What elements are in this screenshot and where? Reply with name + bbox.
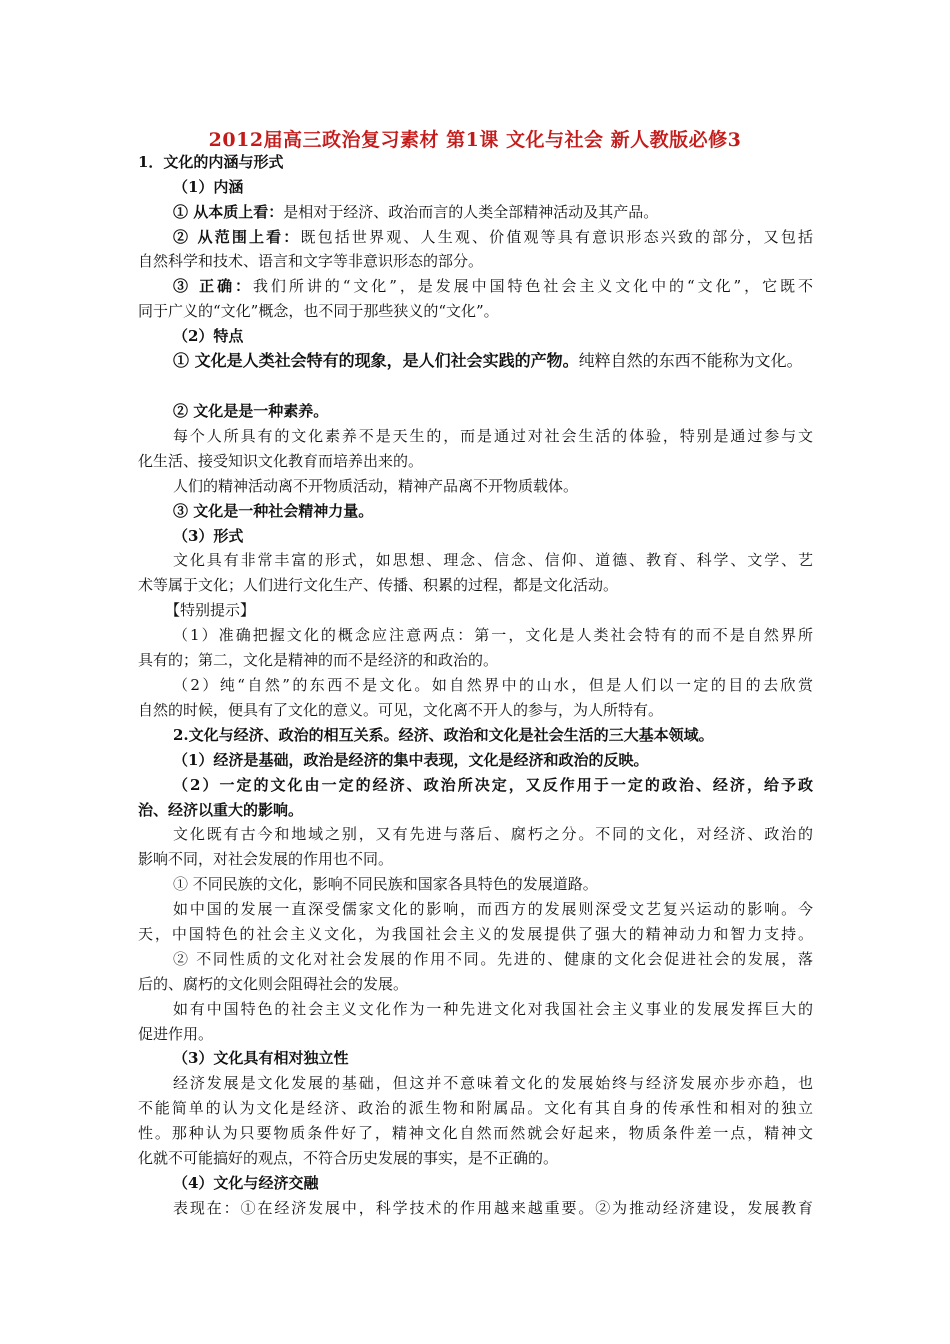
plain-run: 术等属于文化；人们进行文化生产、传播、积累的过程，都是文化活动。: [138, 576, 619, 594]
text-line: [138, 923, 813, 945]
text-line: [165, 599, 255, 621]
plain-run: 纯粹自然的东西不能称为文化。: [578, 351, 803, 370]
text-line: [173, 823, 813, 845]
text-line: [173, 624, 813, 646]
text-line: [173, 226, 813, 248]
plain-run: 天，中国特色的社会主义文化，为我国社会主义的发展提供了强大的精神动力和智力支持。: [138, 925, 813, 943]
text-line: [138, 848, 393, 870]
plain-run: 影响不同，对社会发展的作用也不同。: [138, 850, 394, 868]
bold-run: （2）一定的文化由一定的经济、政治所决定，又反作用于一定的政治、经济，给予政: [173, 776, 813, 794]
bold-run: （3）形式: [173, 527, 244, 545]
plain-run: 我们所讲的“文化”，是发展中国特色社会主义文化中的“文化”，它既不: [252, 277, 813, 295]
text-line: [173, 475, 578, 497]
text-line: [173, 1172, 318, 1194]
text-line: [173, 724, 714, 746]
bold-run: ① 从本质上看：: [173, 203, 284, 221]
text-line: [138, 151, 283, 173]
text-line: [138, 574, 618, 596]
plain-run: 【特别提示】: [165, 601, 256, 619]
text-line: [173, 425, 813, 447]
text-line: [138, 799, 303, 821]
text-line: [173, 749, 648, 771]
text-line: [138, 1023, 213, 1045]
text-line: [173, 275, 813, 297]
plain-run: 经济发展是文化发展的基础，但这并不意味着文化的发展始终与经济发展亦步亦趋，也: [173, 1074, 813, 1092]
plain-run: 化就不可能搞好的观点，不符合历史发展的事实，是不正确的。: [138, 1149, 559, 1167]
plain-run: 是相对于经济、政治而言的人类全部精神活动及其产品。: [283, 203, 659, 221]
plain-run: 文化既有古今和地域之别，又有先进与落后、腐朽之分。不同的文化，对经济、政治的: [173, 825, 813, 843]
text-line: [138, 450, 423, 472]
plain-run: 既包括世界观、人生观、价值观等具有意识形态兴致的部分，又包括: [300, 228, 813, 246]
plain-run: 后的、腐朽的文化则会阻碍社会的发展。: [138, 975, 409, 993]
bold-run: ② 文化是是一种素养。: [173, 402, 329, 420]
text-line: [173, 998, 813, 1020]
plain-run: 表现在：①在经济发展中，科学技术的作用越来越重要。②为推动经济建设，发展教育: [173, 1199, 813, 1217]
text-line: [173, 176, 243, 198]
plain-run: （2）纯“自然”的东西不是文化。如自然界中的山水，但是人们以一定的目的去欣赏: [173, 676, 813, 694]
plain-run: 不能简单的认为文化是经济、政治的派生物和附属品。文化有其自身的传承性和相对的独立: [138, 1099, 813, 1117]
text-line: [173, 1047, 348, 1069]
plain-run: 如有中国特色的社会主义文化作为一种先进文化对我国社会主义事业的发展发挥巨大的: [173, 1000, 813, 1018]
plain-run: 文化具有非常丰富的形式，如思想、理念、信念、信仰、道德、教育、科学、文学、艺: [173, 551, 813, 569]
bold-run: ① 文化是人类社会特有的现象，是人们社会实践的产物。: [173, 351, 579, 370]
document-title: 2012届高三政治复习素材 第1课 文化与社会 新人教版必修3: [208, 129, 742, 151]
text-line: [138, 1122, 813, 1144]
bold-run: （3）文化具有相对独立性: [173, 1049, 349, 1067]
text-line: [138, 250, 483, 272]
bold-run: 治、经济以重大的影响。: [138, 801, 304, 819]
plain-run: ① 不同民族的文化，影响不同民族和国家各具特色的发展道路。: [173, 875, 598, 893]
text-line: [173, 325, 243, 347]
bold-run: （4）文化与经济交融: [173, 1174, 319, 1192]
bold-run: ③ 正确：: [173, 277, 253, 295]
bold-run: （1）经济是基础，政治是经济的集中表现，文化是经济和政治的反映。: [173, 751, 649, 769]
text-line: [138, 300, 499, 322]
bold-run: ③ 文化是一种社会精神力量。: [173, 502, 374, 520]
plain-run: 自然的时候，便具有了文化的意义。可见，文化离不开人的参与，为人所特有。: [138, 701, 664, 719]
text-line: [173, 500, 373, 522]
text-line: [138, 649, 498, 671]
text-line: [173, 873, 598, 895]
bold-run: 1．文化的内涵与形式: [138, 153, 284, 171]
text-line: [173, 201, 658, 223]
text-line: [173, 674, 813, 696]
bold-run: ② 从范围上看：: [173, 228, 301, 246]
text-line: [173, 774, 813, 796]
text-line: [138, 1147, 558, 1169]
plain-run: 性。那种认为只要物质条件好了，精神文化自然而然就会好起来，物质条件差一点，精神文: [138, 1124, 813, 1142]
plain-run: 如中国的发展一直深受儒家文化的影响，而西方的发展则深受文艺复兴运动的影响。今: [173, 900, 813, 918]
plain-run: （1）准确把握文化的概念应注意两点：第一，文化是人类社会特有的而不是自然界所: [173, 626, 813, 644]
text-line: [173, 1197, 813, 1219]
text-line: [173, 400, 328, 422]
text-line: [138, 699, 663, 721]
text-line: [173, 948, 813, 970]
text-line: [173, 549, 813, 571]
plain-run: 每个人所具有的文化素养不是天生的，而是通过对社会生活的体验，特别是通过参与文: [173, 427, 813, 445]
plain-run: 化生活、接受知识文化教育而培养出来的。: [138, 452, 424, 470]
text-line: [173, 350, 803, 372]
plain-run: 促进作用。: [138, 1025, 214, 1043]
plain-run: 具有的；第二，文化是精神的而不是经济的和政治的。: [138, 651, 499, 669]
plain-run: 同于广义的“文化”概念，也不同于那些狭义的“文化”。: [138, 302, 499, 320]
text-line: [138, 973, 408, 995]
plain-run: 人们的精神活动离不开物质活动，精神产品离不开物质载体。: [173, 477, 579, 495]
text-line: [138, 1097, 813, 1119]
text-line: [173, 1072, 813, 1094]
bold-run: 2.文化与经济、政治的相互关系。经济、政治和文化是社会生活的三大基本领域。: [173, 726, 714, 744]
text-line: [173, 525, 243, 547]
bold-run: （1）内涵: [173, 178, 244, 196]
bold-run: （2）特点: [173, 327, 244, 345]
plain-run: 自然科学和技术、语言和文字等非意识形态的部分。: [138, 252, 484, 270]
text-line: [173, 898, 813, 920]
plain-run: ② 不同性质的文化对社会发展的作用不同。先进的、健康的文化会促进社会的发展，落: [173, 950, 813, 968]
